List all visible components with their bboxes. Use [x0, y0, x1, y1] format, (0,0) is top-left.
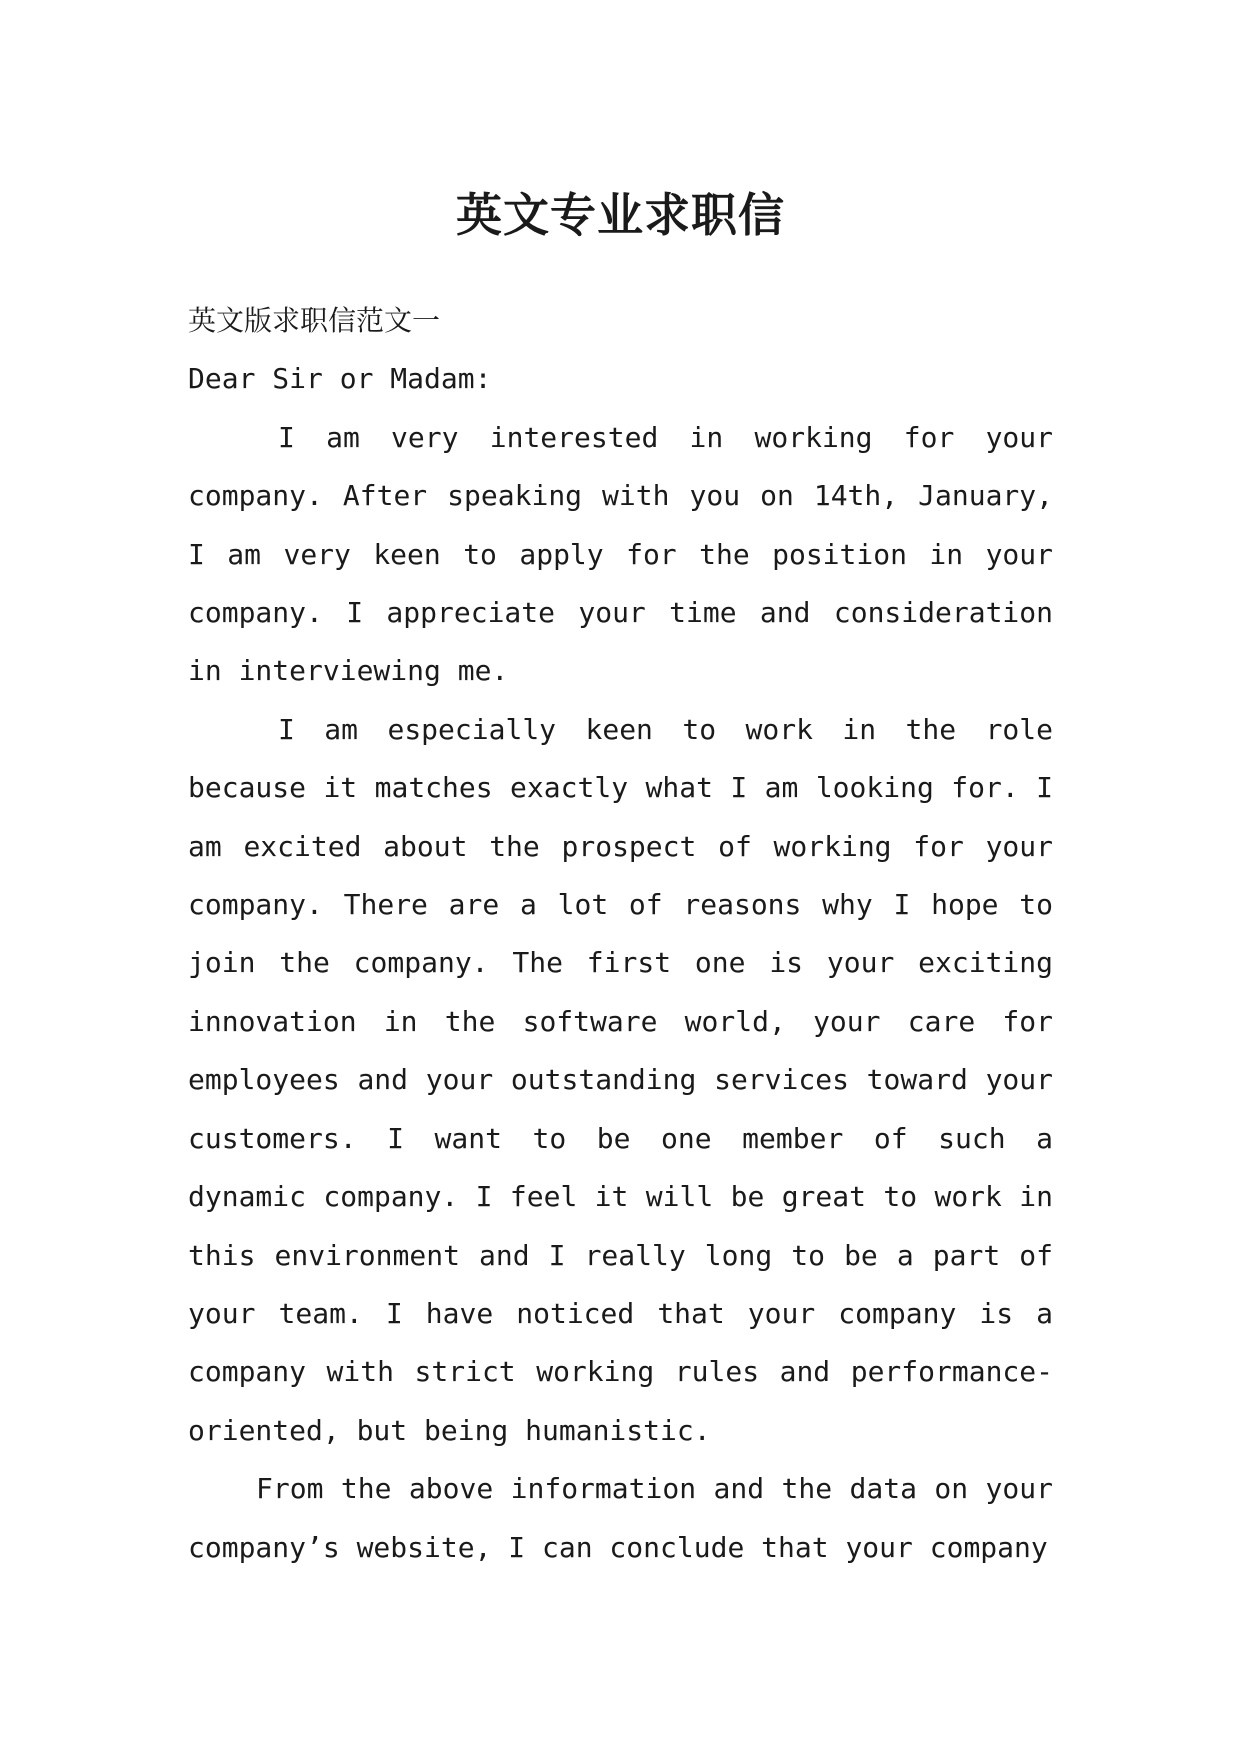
- document-title: 英文专业求职信: [456, 187, 785, 242]
- letter-salutation: Dear Sir or Madam:: [188, 362, 492, 396]
- body-paragraph-1: I am very interested in working for your company. After speaking with you on 14th, January, I am very keen to apply for the position in your company. I appreciate your time and consideration in interviewing me.: [188, 420, 1053, 688]
- body-paragraph-3: From the above information and the data on your company’s website, I can conclude that your company: [188, 1472, 1053, 1564]
- body-paragraph-2: I am especially keen to work in the role because it matches exactly what I am looking for. I am excited about the prospect of working for your company. There are a lot of reasons why I hope to join the company. The first one is your exciting innovation in the software world, your care for employees and your outstanding services toward your customers. I want to be one member of such a dynamic company. I feel it will be great to work in this environment and I really long to be a part of your team. I have noticed that your company is a company with strict working rules and performance-oriented, but being humanistic.: [188, 712, 1053, 1447]
- section-subheading: 英文版求职信范文一: [188, 304, 441, 337]
- document-body: [188, 292, 1053, 1577]
